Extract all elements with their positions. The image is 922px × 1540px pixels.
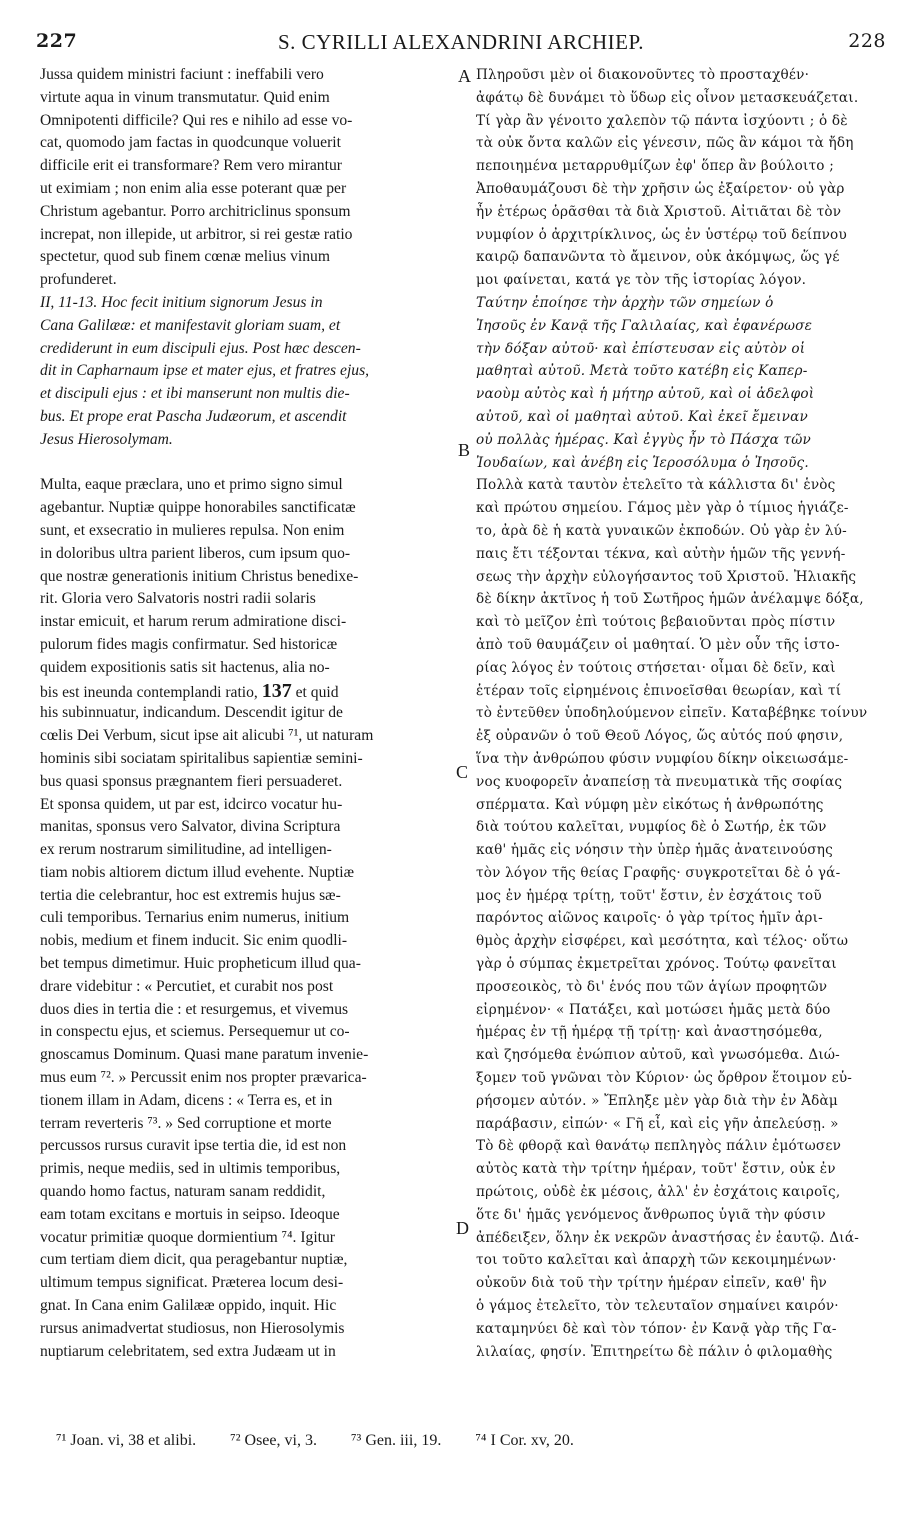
text-line: his subinnuatur, indicandum. Descendit igitur de	[40, 704, 343, 722]
text-line: ἑτέραν τοῖς εἰρημένοις ἐπινοεῖσθαι θεωρίαν, καὶ τί	[476, 682, 842, 699]
running-title: S. CYRILLI ALEXANDRINI ARCHIEP.	[277, 30, 645, 54]
text-line: bus. Et prope erat Pascha Judæorum, et ascendit	[40, 407, 347, 425]
text-line: ex rerum nostrarum similitudine, ad intelligen-	[40, 841, 332, 859]
text-line: rit. Gloria vero Salvatoris nostri radii solaris	[40, 590, 316, 608]
text-line: Jussa quidem ministri faciunt : ineffabili vero	[40, 66, 324, 83]
text-line: Jesus Hierosolymam.	[40, 430, 173, 448]
text-line: ἐξ οὐρανῶν ὁ τοῦ Θεοῦ Λόγος, ὥς αὐτός πού φησιν,	[476, 728, 844, 745]
text-line: αὐτὸς κατὰ τὴν τρίτην ἡμέραν, τοῦτ' ἔστιν, οὐκ ἐν	[476, 1161, 836, 1178]
text-line: καὶ τὸ μεῖζον ἐπὶ τούτοις βεβαιοῦνται πρὸς πίστιν	[476, 614, 836, 631]
text-line: quando homo factus, naturam sanam reddidit,	[40, 1183, 326, 1201]
text-line: sunt, et exsecratio in mulieres repulsa. Non enim	[40, 521, 345, 539]
latin-column	[40, 64, 458, 1363]
text-line: Ἀποθαυμάζουσι δὲ τὴν χρῆσιν ὡς ἐξαίρετον· οὐ γὰρ	[476, 180, 845, 197]
text-line: mus eum ⁷². » Percussit enim nos propter prævarica-	[40, 1069, 367, 1087]
text-line: increpat, non illepide, ut arbitror, si rei gestæ ratio	[40, 225, 353, 243]
text-line: culi temporibus. Ternarius enim numerus, initium	[40, 909, 350, 927]
text-line: τοι τοῦτο καλεῖται καὶ ἀπαρχὴ τῶν κεκοιμημένων·	[476, 1252, 837, 1269]
text-line: ultimum tempus significat. Præterea locum desi-	[40, 1274, 344, 1292]
text-line: το, ἀρὰ δὲ ἡ κατὰ γυναικῶν ἐκποδών. Οὐ γὰρ ἐν λύ-	[476, 522, 847, 539]
text-line: ρήσομεν αὐτόν. » Ἔπληξε μὲν γὰρ διὰ τὴν ἐν Ἀδὰμ	[476, 1092, 838, 1109]
footnotes	[56, 1432, 876, 1450]
text-line: τὸν λόγον τῆς θείας Γραφῆς· συγκροτεῖται δὲ ὁ γά-	[476, 864, 841, 881]
text-line: ὁ γάμος ἐτελεῖτο, τὸν τελευταῖον σημαίνει καιρόν·	[476, 1298, 839, 1315]
text-line: Multa, eaque præclara, uno et primo signo simul	[40, 476, 343, 494]
text-line: profunderet.	[40, 271, 117, 289]
text-line: cat, quomodo jam factas in quodcunque voluerit	[40, 134, 341, 152]
text-line: rursus animadvertat studiosus, non Hierosolymis	[40, 1319, 345, 1337]
text-line: σπέρματα. Καὶ νύμφη μὲν εἰκότως ἡ ἀνθρωπότης	[476, 796, 824, 813]
text-line: εἰρημένον· « Πατάξει, καὶ μοτώσει ἡμᾶς μετὰ δύο	[476, 1001, 831, 1018]
text-line: II, 11-13. Hoc fecit initium signorum Jesus in	[40, 293, 323, 311]
text-line: tertia die celebrantur, hoc est extremis hujus sæ-	[40, 886, 341, 904]
text-line: Christum agebantur. Porro architriclinus sponsum	[40, 202, 351, 220]
text-line: bet tempus dimetimur. Huic propheticum illud qua-	[40, 955, 361, 973]
text-line: ἀφάτῳ δὲ δυνάμει τὸ ὕδωρ εἰς οἶνον μετασκευάζεται.	[476, 89, 859, 106]
text-line: Πολλὰ κατὰ ταυτὸν ἐτελεῖτο τὰ κάλλιστα δι' ἑνὸς	[476, 477, 836, 494]
text-line: παις ἔτι τέξονται τέκνα, καὶ αὐτὴν ἡμῶν τῆς γεννή-	[476, 545, 846, 562]
text-line: καὶ πρώτου σημείου. Γάμος μὲν γὰρ ὁ τίμιος ἡγιάζε-	[476, 500, 849, 517]
text-line: Ταύτην ἐποίησε τὴν ἀρχὴν τῶν σημείων ὁ	[476, 294, 774, 311]
footnote: ⁷⁴ I Cor. xv, 20.	[475, 1432, 574, 1449]
text-line: οὐκοῦν διὰ τοῦ τὴν τρίτην ἡμέραν εἰπεῖν, καθ' ἣν	[476, 1275, 827, 1292]
text-line: et discipuli ejus : et ibi manserunt non multis die-	[40, 385, 350, 403]
text-line: οὐ πολλὰς ἡμέρας. Καὶ ἐγγὺς ἦν τὸ Πάσχα τῶν	[476, 431, 811, 448]
text-line: eam totam excitans e mortuis in seipso. Ideoque	[40, 1205, 340, 1223]
text-line: καὶ ζησόμεθα ἐνώπιον αὐτοῦ, καὶ γνωσόμεθα. Διώ-	[476, 1047, 840, 1064]
text-line: μοι φαίνεται, κατά γε τὸν τῆς ἱστορίας λόγον.	[476, 272, 807, 289]
footnote: ⁷¹ Joan. vi, 38 et alibi.	[56, 1432, 197, 1449]
text-line: spectetur, quod sub finem cœnæ melius vinum	[40, 248, 330, 266]
text-line: τὰ οὐκ ὄντα καλῶν εἰς γένεσιν, πῶς ἂν κάμοι τὰ ἤδη	[476, 135, 854, 152]
text-line: ναοὺμ αὐτὸς καὶ ἡ μήτηρ αὐτοῦ, καὶ οἱ ἀδελφοὶ	[476, 386, 815, 403]
text-line: dit in Capharnaum ipse et mater ejus, et fratres ejus,	[40, 362, 370, 380]
text-line: in conspectu ejus, et sciemus. Persequemur ut co-	[40, 1023, 350, 1041]
text-line: καιρῷ δαπανῶντα τὸ ἄμεινον, οὐκ ἀκόμψως, ὥς γέ	[476, 249, 840, 266]
text-line: bis est ineunda contemplandi ratio, 137 et quid	[40, 679, 339, 702]
text-line: cum tertiam diem dicit, qua peragebantur nuptiæ,	[40, 1251, 348, 1269]
text-line: δὲ δίκην ἀκτῖνος ἡ τοῦ Σωτῆρος ἡμῶν ἀνέλαμψε δόξα,	[476, 591, 864, 608]
greek-column	[476, 64, 894, 1363]
text-line: gnoscamus Dominum. Quasi mane paratum invenie-	[40, 1046, 369, 1064]
text-line: παρόντος αἰῶνος καιροῖς· ὁ γὰρ τρίτος ἡμῖν ἀρι-	[476, 910, 823, 927]
text-line: ὅτε δι' ἡμᾶς γενόμενος ἄνθρωπος ὑγιᾶ τὴν φύσιν	[476, 1206, 826, 1223]
text-line: pulorum fides magis confirmatur. Sed historicæ	[40, 635, 338, 653]
text-line: τὴν δόξαν αὐτοῦ· καὶ ἐπίστευσαν εἰς αὐτὸν οἱ	[476, 340, 806, 357]
text-line: Ἰησοῦς ἐν Κανᾷ τῆς Γαλιλαίας, καὶ ἐφανέρωσε	[476, 317, 813, 334]
text-line: νος κυοφορεῖν ἀναπείσῃ τὰ πνευματικὰ τῆς σοφίας	[476, 773, 843, 790]
text-line: Πληροῦσι μὲν οἱ διακονοῦντες τὸ προσταχθέν·	[476, 67, 810, 83]
column-number: 137	[261, 679, 292, 702]
text-line: instar emicuit, et harum rerum admiratione disci-	[40, 613, 347, 631]
page-header	[36, 30, 886, 60]
text-line: primis, neque mediis, sed in ultimis temporibus,	[40, 1160, 341, 1178]
text-line: προσεοικὸς, τὸ δι' ἑνός που τῶν ἁγίων προφητῶν	[476, 978, 828, 995]
text-line: bus quasi sponsus prægnantem fieri persuaderet.	[40, 772, 343, 790]
page-number-right: 228	[848, 30, 886, 52]
text-line: ἡμέρας ἐν τῇ ἡμέρᾳ τῇ τρίτῃ· καὶ ἀναστησόμεθα,	[476, 1024, 823, 1041]
text-line: διὰ τούτου καλεῖται, νυμφίος δὲ ὁ Σωτήρ, ἐκ τῶν	[476, 819, 827, 836]
text-line: nobis, medium et finem inducit. Sic enim quodli-	[40, 932, 348, 950]
text-line: vocatur primitiæ quoque dormientium ⁷⁴. Igitur	[40, 1228, 335, 1246]
text-line: ἀπέδειξεν, ὅλην ἐκ νεκρῶν ἀναστήσας ἐν ἑαυτῷ. Διά-	[476, 1229, 859, 1246]
margin-marker-b: B	[458, 440, 471, 460]
text-line: πεποιημένα μεταρρυθμίζων ἐφ' ὅπερ ἂν βούλοιτο ;	[476, 158, 834, 175]
text-line: ρίας λόγος ἐν τούτοις στήσεται· οἶμαι δὲ δεῖν, καὶ	[476, 659, 836, 676]
text-line: terram reverteris ⁷³. » Sed corruptione et morte	[40, 1114, 332, 1132]
text-line: difficile erit ei transformare? Rem vero mirantur	[40, 157, 342, 175]
text-line: nuptiarum celebritatem, sed extra Judæam ut in	[40, 1342, 336, 1360]
margin-marker-a: A	[458, 66, 471, 86]
text-line: νυμφίον ὁ ἀρχιτρίκλινος, ὡς ἐν ὑστέρῳ τοῦ δείπνου	[476, 226, 847, 243]
text-line: αὐτοῦ, καὶ οἱ μαθηταὶ αὐτοῦ. Καὶ ἐκεῖ ἔμειναν	[476, 408, 808, 425]
text-line: que nostræ generationis initium Christus benedixe-	[40, 567, 359, 585]
text-line: ἵνα τὴν ἀνθρώπου φύσιν νυμφίου δίκην οἰκειωσάμε-	[476, 750, 849, 767]
text-line: gnat. In Cana enim Galilææ oppido, inquit. Hic	[40, 1297, 337, 1315]
text-line: σεως τὴν ἀρχὴν εὐλογήσαντος τοῦ Χριστοῦ. Ἠλιακῆς	[476, 568, 857, 585]
text-line: ἀπὸ τοῦ θαυμάζειν οἱ μαθηταί. Ὁ μὲν οὖν τῆς ἱστο-	[476, 636, 840, 653]
footnote: ⁷³ Gen. iii, 19.	[350, 1432, 442, 1449]
text-line: duos dies in tertia die : et resurgemus, et vivemus	[40, 1000, 349, 1018]
margin-marker-c: C	[456, 762, 469, 782]
text-line: πρώτοις, οὐδὲ ἐκ μέσοις, ἀλλ' ἐν ἐσχάτοις καιροῖς,	[476, 1184, 841, 1201]
text-line: manitas, sponsus vero Salvator, divina Scriptura	[40, 818, 341, 836]
footnote: ⁷² Osee, vi, 3.	[230, 1432, 317, 1449]
text-line: καταμηνύει δὲ καὶ τὸν τόπον· ἐν Κανᾷ γὰρ τῆς Γα-	[476, 1320, 837, 1337]
text-line: hominis sibi sociatam spiritalibus sapientiæ semini-	[40, 749, 363, 767]
text-line: Τί γὰρ ἂν γένοιτο χαλεπὸν τῷ πάντα ἰσχύοντι ; ὁ δὲ	[476, 112, 848, 129]
text-line: agebantur. Nuptiæ quippe honorabiles sanctificatæ	[40, 499, 356, 517]
text-line: θμὸς ἀρχὴν εἰσφέρει, καὶ μεσότητα, καὶ τέλος· οὕτω	[476, 933, 849, 950]
text-line: virtute aqua in vinum transmutatur. Quid enim	[40, 88, 330, 106]
text-line: γὰρ ὁ σύμπας ἐκμετρεῖται χρόνος. Τούτῳ φανεῖται	[476, 956, 837, 973]
text-line: drare videbitur : « Percutiet, et curabit nos post	[40, 977, 334, 995]
text-line: μαθηταὶ αὐτοῦ. Μετὰ τοῦτο κατέβη εἰς Καπερ-	[476, 363, 808, 380]
text-line: τὸ ἐντεῦθεν ὑποδηλούμενον εἰπεῖν. Καταβέβηκε τοίνυν	[476, 705, 868, 722]
text-line: quidem expositionis satis sit hactenus, alia no-	[40, 658, 330, 676]
text-line: tiam nobis altiorem dictum illud evehente. Nuptiæ	[40, 863, 354, 881]
text-line: Τὸ δὲ φθορᾷ καὶ θανάτῳ πεπληγὸς πάλιν ἐμότωσεν	[476, 1138, 842, 1155]
text-line: crediderunt in eum discipuli ejus. Post hæc descen-	[40, 339, 361, 357]
text-line: παράβασιν, εἰπών· « Γῆ εἶ, καὶ εἰς γῆν ἀπελεύσῃ. »	[476, 1115, 839, 1132]
text-line: tionem illam in Adam, dicens : « Terra es, et in	[40, 1091, 333, 1109]
text-line: Cana Galilææ: et manifestavit gloriam suam, et	[40, 316, 341, 334]
text-line: καθ' ἡμᾶς εἰς νόησιν τὴν ὑπὲρ ἡμᾶς ἀνατεινούσης	[476, 842, 833, 859]
margin-marker-d: D	[456, 1218, 469, 1238]
text-line: in doloribus ultra parient liberos, cum ipsum quo-	[40, 544, 351, 562]
text-line: ἦν ἑτέρως ὁρᾶσθαι τὰ διὰ Χριστοῦ. Αἰτιᾶται δὲ τὸν	[476, 203, 842, 220]
text-line: Ἰουδαίων, καὶ ἀνέβη εἰς Ἱεροσόλυμα ὁ Ἰησοῦς.	[476, 454, 809, 471]
text-line: ξομεν τοῦ γνῶναι τὸν Κύριον· ὡς ὄρθρον ἕτοιμον εὑ-	[476, 1070, 853, 1087]
text-line: Et sponsa quidem, ut par est, idcirco vocatur hu-	[40, 795, 343, 813]
page-number-left: 227	[36, 30, 78, 52]
text-line: cœlis Dei Verbum, sicut ipse ait alicubi ⁷¹, ut naturam	[40, 727, 374, 745]
text-line: μος ἐν ἡμέρᾳ τρίτῃ, τοῦτ' ἔστιν, ἐν ἐσχάτοις τοῦ	[476, 887, 822, 904]
text-line: ut eximiam ; non enim alia esse poterant quæ per	[40, 179, 347, 197]
text-line: λιλαίας, φησίν. Ἐπιτηρείτω δὲ πάλιν ὁ φιλομαθὴς	[476, 1343, 833, 1360]
text-line: Omnipotenti difficile? Qui res e nihilo ad esse vo-	[40, 111, 353, 129]
text-line: percussos rursus curavit ipse tertia die, id est non	[40, 1137, 347, 1155]
